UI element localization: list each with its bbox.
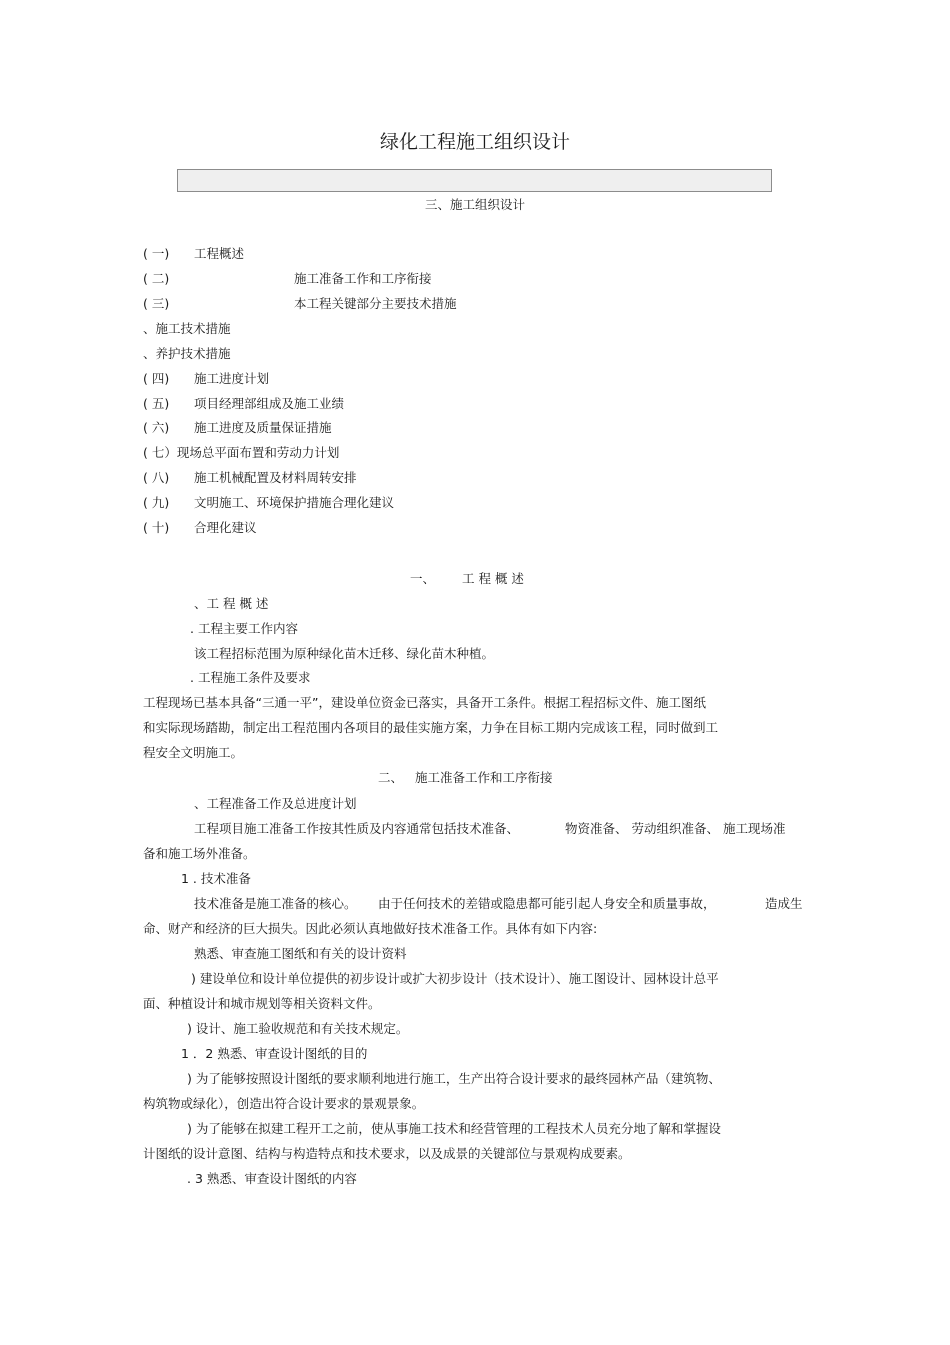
toc-num: ( 四) [143,371,170,386]
paragraph-line: 命、财产和经济的巨大损失。因此必须认真地做好技术准备工作。具体有如下内容: [143,921,598,936]
purpose-heading: 1 ．2 熟悉、审查设计图纸的目的 [181,1046,368,1061]
paragraph-line: ) 为了能够在拟建工程开工之前，使从事施工技术和经营管理的工程技术人员充分地了解和掌握设 [187,1121,721,1136]
tech-heading: 1 . 技术准备 [181,871,251,886]
part1-item2: . 工程施工条件及要求 [190,670,311,685]
toc-text: 施工机械配置及材料周转安排 [194,470,357,485]
toc-num: ( 九) [143,495,170,510]
toc-num: ( 八) [143,470,170,485]
toc-text: 、养护技术措施 [143,346,231,361]
paragraph-line: 熟悉、审查施工图纸和有关的设计资料 [194,946,407,961]
paragraph-line: 备和施工场外准备。 [143,846,256,861]
toc-num: ( 五) [143,396,170,411]
part2-sub-heading: 、工程准备工作及总进度计划 [194,796,357,811]
paragraph-line: 面、种植设计和城市规划等相关资料文件。 [143,996,381,1011]
paragraph-line: 构筑物或绿化），创造出符合设计要求的景观景象。 [143,1096,425,1111]
paragraph-line: 造成生 [765,896,803,911]
part1-title: 工 程 概 述 [462,571,524,586]
toc-text: 施工准备工作和工序衔接 [294,271,432,286]
toc-text: 项目经理部组成及施工业绩 [194,396,345,411]
toc-num: ( 六) [143,420,170,435]
paragraph-line: 工程现场已基本具备“三通一平”，建设单位资金已落实，具备开工条件。根据工程招标文件、施工图纸 [143,695,706,710]
part2-title: 施工准备工作和工序衔接 [415,770,553,785]
toc-num: ( 二) [143,271,170,286]
paragraph-line: 程安全文明施工。 [143,745,244,760]
toc-text: 工程概述 [194,246,245,261]
toc-num: ( 三) [143,296,170,311]
part2-number: 二、 [378,770,404,785]
paragraph-line: 和实际现场踏勘，制定出工程范围内各项目的最佳实施方案，力争在目标工期内完成该工程，同时做到工 [143,720,719,735]
content-heading: . 3 熟悉、审查设计图纸的内容 [187,1171,357,1186]
paragraph-line: ) 为了能够按照设计图纸的要求顺利地进行施工，生产出符合设计要求的最终园林产品（建筑物、 [187,1071,721,1086]
toc-num: ( 十) [143,520,170,535]
toc-text: 施工进度及质量保证措施 [194,420,332,435]
part1-item1: . 工程主要工作内容 [190,621,298,636]
toc-text: 本工程关键部分主要技术措施 [294,296,457,311]
paragraph-line: 物资准备、 劳动组织准备、 施工现场准 [565,821,786,836]
part1-number: 一、 [410,571,436,586]
toc-text: 文明施工、环境保护措施合理化建议 [194,495,395,510]
section-heading: 三、施工组织设计 [424,197,525,212]
document-title: 绿化工程施工组织设计 [379,131,570,153]
paragraph-line: 由于任何技术的差错或隐患都可能引起人身安全和质量事故， [378,896,716,911]
toc-text: 施工进度计划 [194,371,270,386]
paragraph-line: ) 设计、施工验收规范和有关技术规定。 [187,1021,409,1036]
part1-sub-heading: 、工 程 概 述 [194,596,269,611]
toc-text: 合理化建议 [194,520,257,535]
toc-text: ( 七）现场总平面布置和劳动力计划 [143,445,340,460]
header-box [177,169,772,192]
paragraph-line: ) 建设单位和设计单位提供的初步设计或扩大初步设计（技术设计）、施工图设计、园林设计总平 [191,971,719,986]
part1-item1-text: 该工程招标范围为原种绿化苗木迁移、绿化苗木种植。 [194,646,495,661]
paragraph-line: 工程项目施工准备工作按其性质及内容通常包括技术准备、 [194,821,520,836]
paragraph-line: 技术准备是施工准备的核心。 [194,896,357,911]
toc-num: ( 一) [143,246,170,261]
paragraph-line: 计图纸的设计意图、结构与构造特点和技术要求，以及成景的关键部位与景观构成要素。 [143,1146,631,1161]
toc-text: 、施工技术措施 [143,321,231,336]
